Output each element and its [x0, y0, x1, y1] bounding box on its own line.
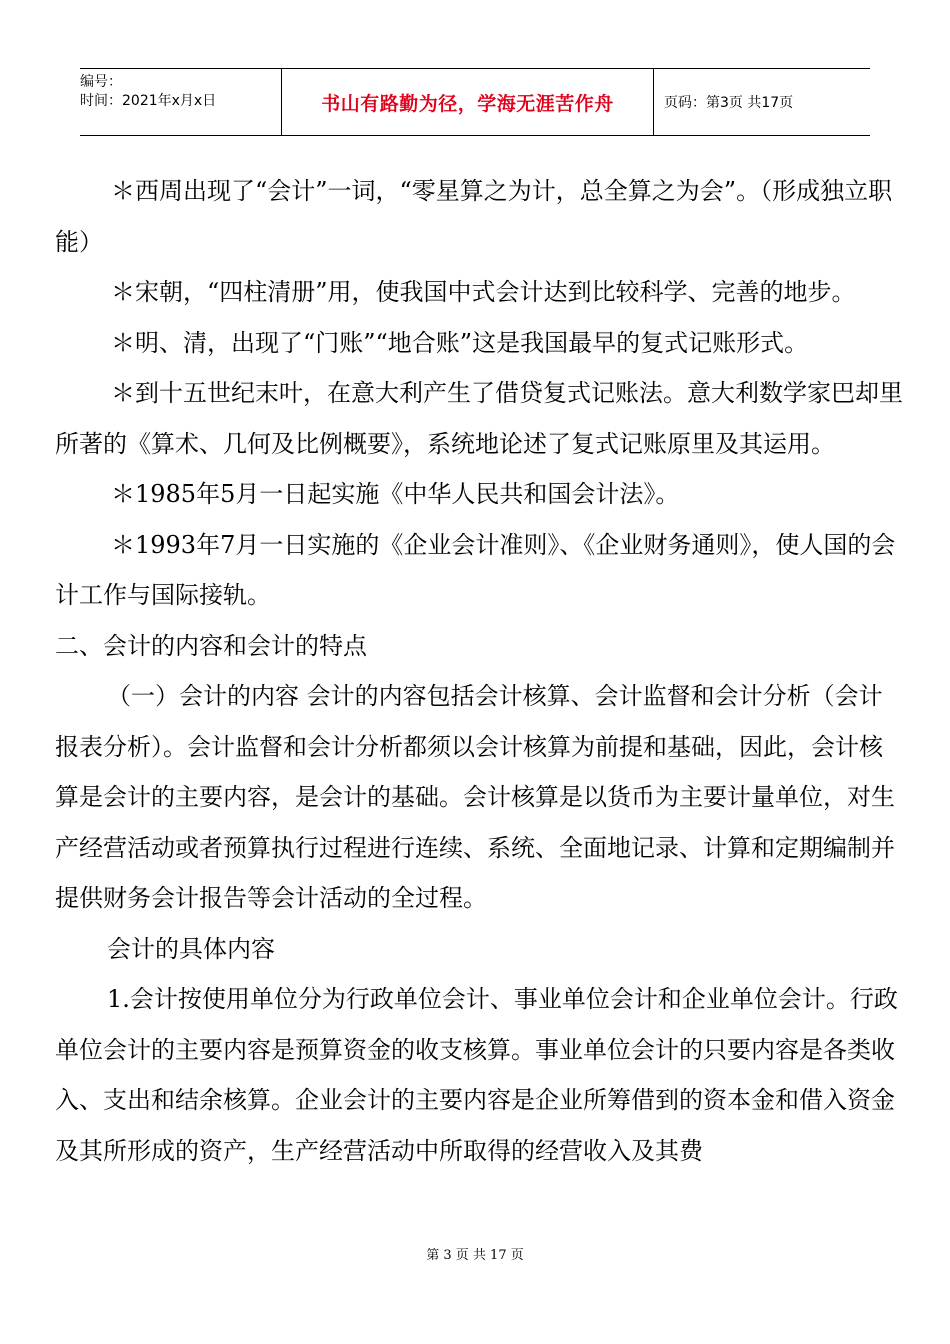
section-heading: 二、会计的内容和会计的特点 [55, 631, 367, 660]
document-number-label: 编号： [80, 74, 122, 90]
header-page-info: 页码：第3页 共17页 [664, 95, 794, 111]
page-header [80, 68, 870, 136]
paragraph-accounting-by-unit: 1.会计按使用单位分为行政单位会计、事业单位会计和企业单位会计。行政单位会计的主要内容是预算资金的收支核算。事业单位会计的只要内容是各类收入、支出和结余核算。企业会计的主要内容是企业所筹借到的资本金和借入资金及其所形成的资产，生产经营活动中所取得的经营收入及其费 [55, 985, 898, 1165]
header-meta [80, 69, 282, 135]
page-footer: 第 3 页 共 17 页 [426, 1248, 524, 1263]
paragraph-1993: ＊1993年7月一日实施的《企业会计准则》、《企业财务通则》，使人国的会计工作与国际接轨。 [55, 530, 896, 609]
paragraph-italy: ＊到十五世纪末叶，在意大利产生了借贷复式记账法。意大利数学家巴却里所著的《算术、几何及比例概要》，系统地论述了复式记账原里及其运用。 [55, 379, 903, 458]
paragraph-accounting-content: （一）会计的内容 会计的内容包括会计核算、会计监督和会计分析（会计报表分析）。会计监督和会计分析都须以会计核算为前提和基础，因此，会计核算是会计的主要内容，是会计的基础。会计核算是以货币为主要计量单位，对生产经营活动或者预算执行过程进行连续、系统、全面地记录、计算和定期编制并提供财务会计报告等会计活动的全过程。 [55, 682, 895, 912]
paragraph-ming-qing: ＊明、清，出现了“门账”“地合账”这是我国最早的复式记账形式。 [111, 328, 809, 357]
paragraph-western-zhou: ＊西周出现了“会计”一词，“零星算之为计，总全算之为会”。（形成独立职能） [55, 177, 893, 256]
header-motto: 书山有路勤为径，学海无涯苦作舟 [321, 92, 614, 115]
subheading-specific-content: 会计的具体内容 [107, 934, 275, 963]
document-body [55, 166, 905, 1176]
header-page-info-cell [654, 69, 870, 135]
paragraph-1985: ＊1985年5月一日起实施《中华人民共和国会计法》。 [111, 480, 680, 508]
paragraph-song-dynasty: ＊宋朝，“四柱清册”用，使我国中式会计达到比较科学、完善的地步。 [111, 278, 856, 306]
document-time-label: 时间：2021年x月x日 [80, 93, 217, 109]
header-motto-cell [282, 69, 654, 135]
